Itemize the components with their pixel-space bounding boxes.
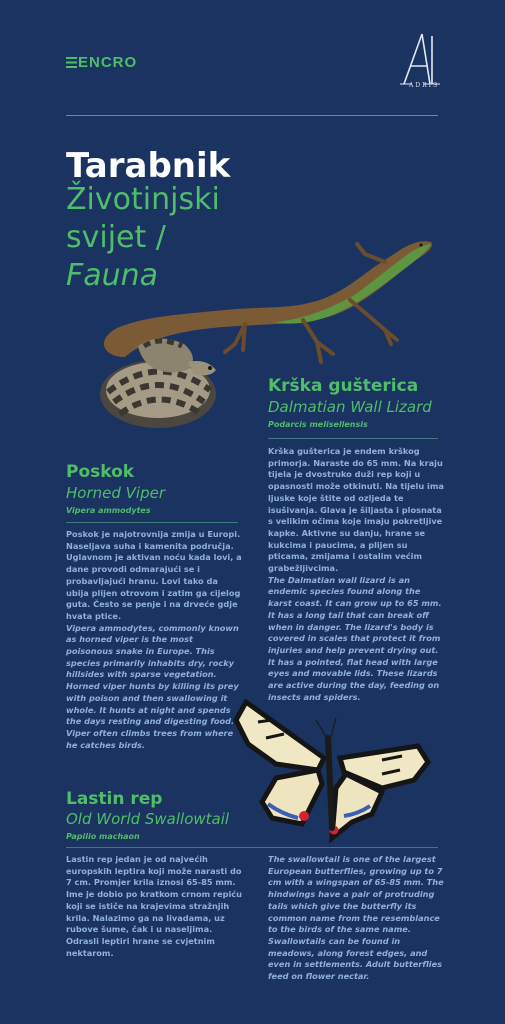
butterfly-english-name: Old World Swallowtail — [66, 810, 230, 828]
viper-description — [66, 529, 242, 751]
lizard-divider — [268, 438, 438, 439]
viper-latin-name: Vipera ammodytes — [66, 506, 151, 515]
page-subtitle-line2: svijet / — [66, 220, 166, 255]
viper-divider — [66, 522, 238, 523]
lizard-text-hr: Krška gušterica je endem krškog primorja. Naraste do 65 mm. Na kraju tijela je dvostruko duži rep koji u opasnosti može otkinuti. Na tijelu ima ljuske koje štite od ozljeda te isušivanja. Glava je šiljasta i plosnata s velikim očima koje imaju pokretljive kapke. Aktivne su danju, hrane se kukcima i paucima, a plijen su pticama, zmijama i ostalim većim grabežljivcima. — [268, 446, 444, 574]
lizard-latin-name: Podarcis melisellensis — [268, 420, 368, 429]
viper-text-hr: Poskok je najotrovnija zmija u Europi. Naseljava suha i kamenita područja. Uglavnom je aktivan noću kada lovi, a dane provodi odmarajući se i probavljajući hranu. Lovi tako da ubija plijen otrovom i zatim ga cijelog guta. Često se penje i na drveće gdje hvata ptice. — [66, 529, 242, 621]
viper-english-name: Horned Viper — [66, 484, 165, 502]
butterfly-description-hr — [66, 854, 242, 959]
encro-logo: ENCRO — [66, 54, 137, 71]
butterfly-image — [232, 698, 432, 848]
viper-name: Poskok — [66, 462, 135, 482]
butterfly-text-hr: Lastin rep jedan je od najvećih europskih leptira koji može narasti do 7 cm. Promjer krila iznosi 65-85 mm. Ime je dobio po kratkom crnom repiću koji se ističe na krajevima stražnjih krila. Nalazimo ga na livadama, uz rubove šume, čak i u naseljima. Odrasli leptiri hrane se cvjetnim nektarom. — [66, 854, 242, 958]
page-title: Tarabnik — [66, 146, 231, 186]
butterfly-latin-name: Papilio machaon — [66, 832, 140, 841]
adris-logo-text: ADRIS — [409, 82, 440, 89]
butterfly-description-en — [268, 854, 448, 983]
header-divider — [66, 115, 438, 116]
page-subtitle-line3: Fauna — [66, 258, 159, 293]
lizard-english-name: Dalmatian Wall Lizard — [268, 398, 432, 416]
butterfly-divider — [66, 847, 438, 848]
butterfly-text-en: The swallowtail is one of the largest European butterflies, growing up to 7 cm with a wingspan of 65-85 mm. The hindwings have a pair of protruding tails which give the butterfly its common name from the resemblance to the birds of the same name. Swallowtails can be found in meadows, along forest edges, and even in settlements. Adult butterflies feed on flower nectar. — [268, 854, 444, 982]
viper-image — [98, 332, 228, 432]
page-subtitle-line1: Životinjski — [66, 182, 220, 217]
lizard-text-en: The Dalmatian wall lizard is an endemic species found along the karst coast. It can grow up to 65 mm. It has a long tail that can break off when in danger. The lizard's body is covered in scales that protect it from injuries and help prevent drying out. It has a pointed, flat head with large eyes and movable lids. These lizards are active during the day, feeding on insects and spiders. — [268, 574, 442, 702]
lizard-description — [268, 446, 444, 703]
viper-text-en: Vipera ammodytes, commonly known as horned viper is the most poisonous snake in Europe. This species primarily inhabits dry, rocky hillsides with sparse vegetation. Horned viper hunts by killing its prey with poison and then swallowing it whole. It hunts at night and spends the days resting and digesting food. Viper often climbs trees from where he catches birds. — [66, 622, 239, 750]
lizard-name: Krška gušterica — [268, 376, 419, 396]
butterfly-name: Lastin rep — [66, 789, 163, 809]
